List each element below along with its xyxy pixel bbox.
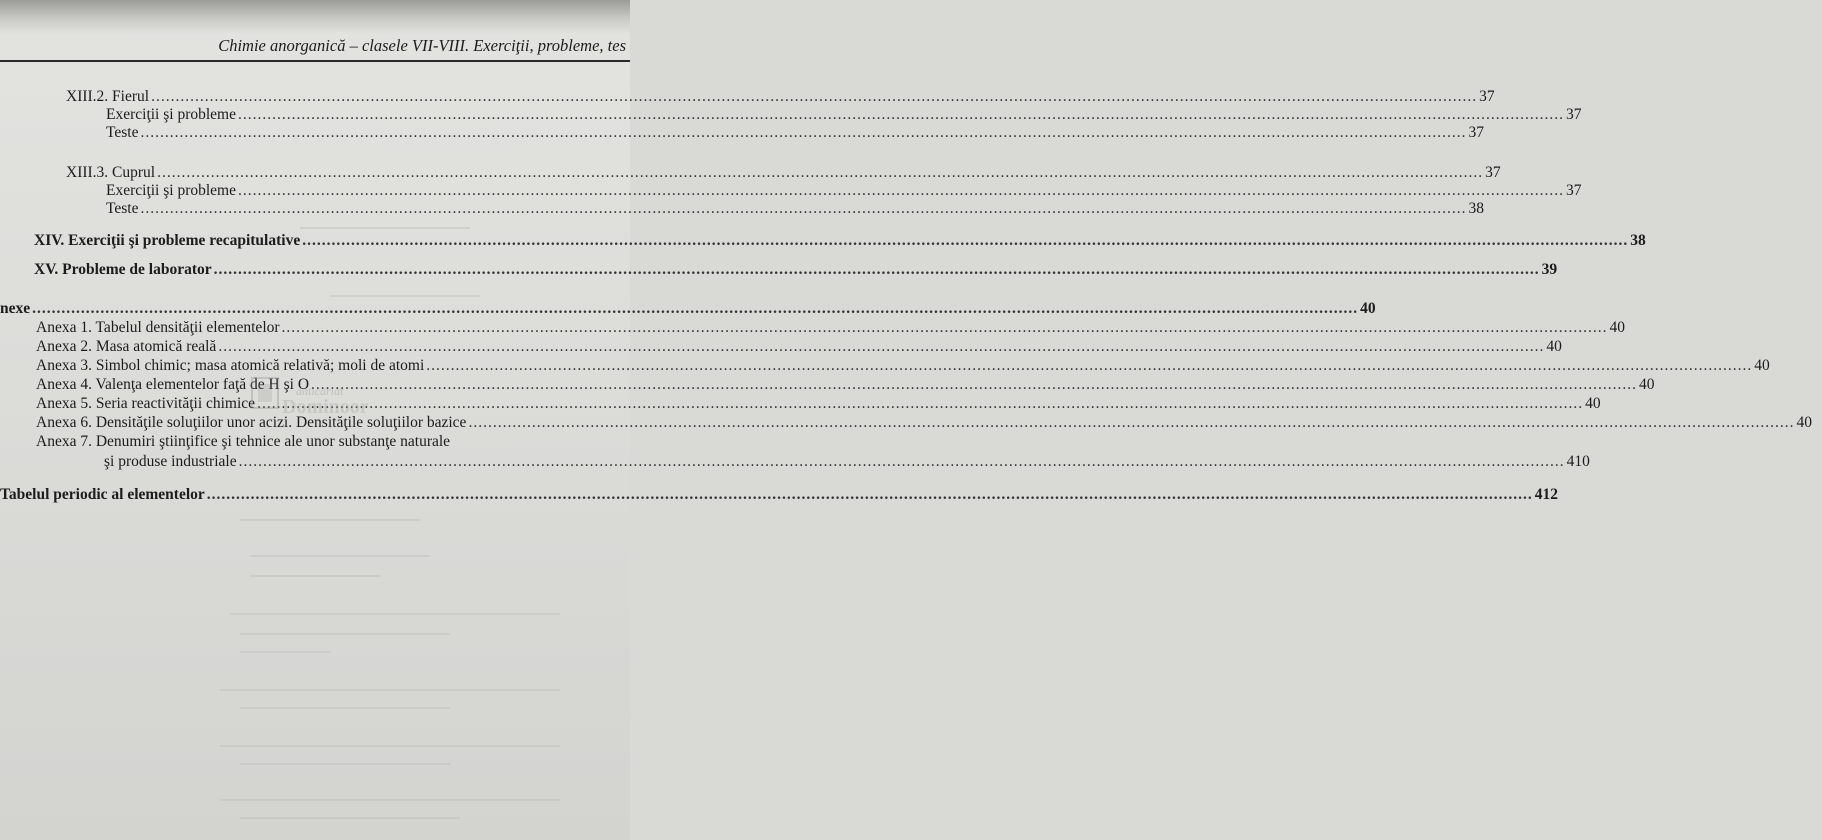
toc-entry-title: XIII.3. Cuprul — [66, 164, 156, 181]
toc-entry-page: 40 — [1754, 357, 1770, 374]
watermark-text-small: anticariat — [296, 384, 344, 398]
toc-entry-title: Tabelul periodic al elementelor — [0, 486, 205, 503]
toc-entry-page: 37 — [1566, 106, 1582, 123]
toc-entry-title: XIII.2. Fierul — [66, 88, 150, 105]
toc-entry-page: 39 — [1541, 261, 1558, 278]
toc-entry-fierul-exercitii — [106, 106, 1582, 124]
dot-leader — [207, 486, 1533, 504]
dot-leader — [468, 414, 1794, 432]
toc-entry-title: Anexa 4. Valenţa elementelor faţă de H şi O — [36, 376, 310, 393]
running-header: Chimie anorganică – clasele VII-VIII. Exerciţii, probleme, tes — [218, 36, 626, 55]
toc-entry-page: 40 — [1609, 319, 1626, 336]
toc-entry-title: Anexa 7. Denumiri ştiinţifice şi tehnice ale unor substanţe naturale — [36, 433, 451, 450]
toc-entry-title: Exerciţii şi probleme — [106, 106, 236, 123]
toc-entry-cuprul-exercitii — [106, 182, 1582, 200]
toc-entry-title: nexe — [0, 300, 31, 317]
toc-entry-page: 40 — [1546, 338, 1562, 355]
toc-entry-cuprul — [66, 164, 1501, 182]
dot-leader — [239, 453, 1565, 471]
dot-leader — [140, 200, 1466, 218]
toc-tabelul-periodic — [0, 486, 1559, 504]
toc-entry-fierul — [66, 88, 1495, 106]
toc-entry-page: 38 — [1630, 232, 1646, 249]
toc-anexe — [0, 300, 1376, 318]
toc-entry-page: 40 — [1585, 395, 1601, 412]
toc-entry-title: Anexa 6. Densităţile soluţiilor unor acizi. Densităţile soluţiilor bazice — [36, 414, 467, 431]
page-top-shadow — [0, 0, 630, 34]
toc-entry-page: 37 — [1566, 182, 1582, 199]
toc-entry-title: Anexa 2. Masa atomică reală — [36, 338, 217, 355]
toc-anexa-7-cont — [104, 453, 1590, 471]
watermark-text-large: Dominoor — [282, 396, 369, 418]
toc-entry-cuprul-teste — [106, 200, 1484, 218]
toc-entry-title: şi produse industriale — [104, 453, 237, 470]
toc-entry-page: 37 — [1479, 88, 1495, 105]
toc-anexa-3 — [36, 357, 1770, 375]
dot-leader — [238, 182, 1564, 200]
toc-entry-title: Anexa 5. Seria reactivităţii chimice — [36, 395, 256, 412]
dot-leader — [214, 261, 1540, 279]
toc-entry-page: 412 — [1534, 486, 1559, 503]
dot-leader — [282, 319, 1608, 337]
header-rule — [0, 60, 630, 62]
toc-entry-page: 410 — [1566, 453, 1590, 470]
toc-entry-title: Anexa 1. Tabelul densităţii elementelor — [36, 319, 280, 336]
toc-entry-title: Teste — [106, 124, 139, 141]
toc-chapter-xv — [34, 261, 1558, 279]
dot-leader — [311, 376, 1637, 394]
toc-entry-page: 38 — [1468, 200, 1484, 217]
toc-anexa-1 — [36, 319, 1626, 337]
toc-entry-title: Teste — [106, 200, 139, 217]
toc-entry-title: XIV. Exerciţii şi probleme recapitulative — [34, 232, 301, 249]
dot-leader — [257, 395, 1583, 413]
dot-leader — [302, 232, 1628, 250]
toc-entry-fierul-teste — [106, 124, 1484, 142]
toc-entry-page: 40 — [1639, 376, 1655, 393]
dot-leader — [151, 88, 1477, 106]
dot-leader — [426, 357, 1752, 375]
dot-leader — [238, 106, 1564, 124]
dot-leader — [32, 300, 1358, 318]
dot-leader — [157, 164, 1483, 182]
toc-chapter-xiv — [34, 232, 1646, 250]
toc-entry-page: 37 — [1485, 164, 1501, 181]
dot-leader — [140, 124, 1466, 142]
toc-entry-title: Exerciţii şi probleme — [106, 182, 236, 199]
toc-entry-page: 40 — [1796, 414, 1812, 431]
dot-leader — [218, 338, 1544, 356]
toc-anexa-7 — [36, 433, 450, 451]
toc-anexa-2 — [36, 338, 1562, 356]
toc-entry-page: 40 — [1360, 300, 1376, 317]
toc-entry-title: XV. Probleme de laborator — [34, 261, 212, 278]
toc-entry-title: Anexa 3. Simbol chimic; masa atomică relativă; moli de atomi — [36, 357, 425, 374]
toc-entry-page: 37 — [1468, 124, 1484, 141]
